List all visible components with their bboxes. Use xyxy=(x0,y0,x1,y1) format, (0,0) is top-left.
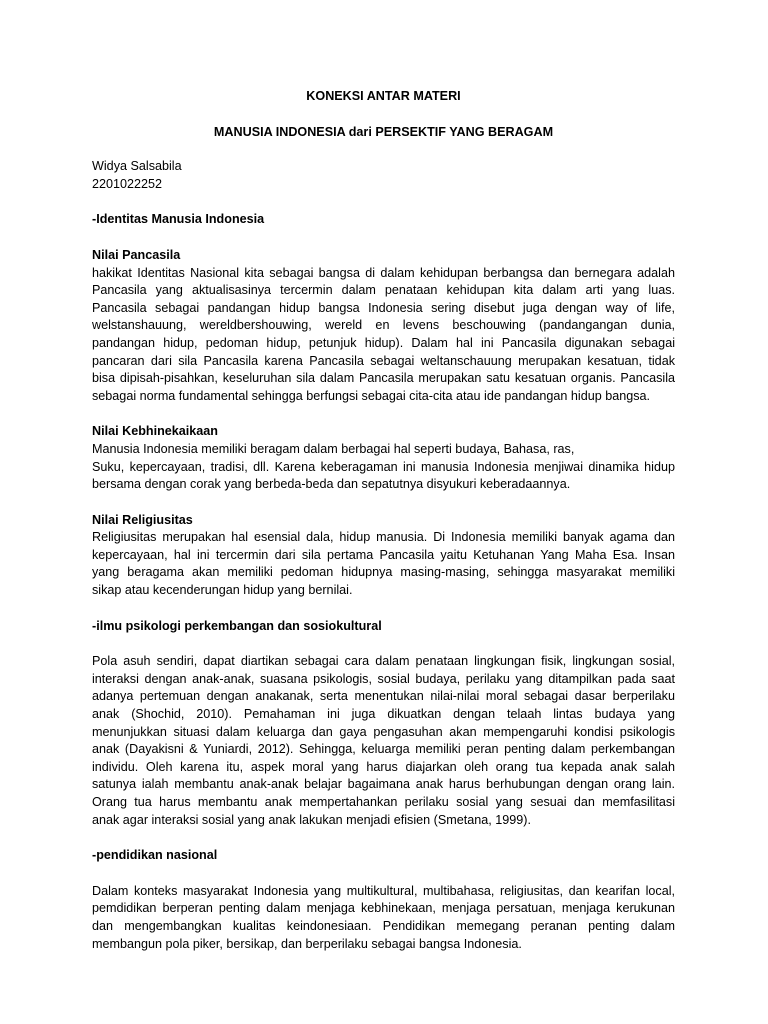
text-line: Pancasila yang aktualisasinya tercermin dalam penataan kehidupan kita dalam arti yang luas. xyxy=(92,283,675,298)
paragraph-psikologi xyxy=(92,653,675,829)
text-line: kepercayaan, hal ini tercermin dari sila pertama Pancasila yaitu Ketuhanan Yang Maha Esa. Insan xyxy=(92,547,675,562)
author-name: Widya Salsabila xyxy=(92,159,182,174)
subheading-kebhinekaan: Nilai Kebhinekaikaan xyxy=(92,424,218,439)
text-line: Religiusitas merupakan hal esensial dala, hidup manusia. Di Indonesia memiliki banyak agama dan xyxy=(92,530,675,545)
text-line: sikap atau kecenderungan hidup yang bernilai. xyxy=(92,583,353,598)
paragraph-religiusitas xyxy=(92,529,675,599)
paragraph-pancasila xyxy=(92,265,675,406)
text-line: menunjukkan situasi dalam keluarga dan gaya pengasuhan akan mempengaruhi kondisi psikologis xyxy=(92,724,675,739)
paragraph-kebhinekaan xyxy=(92,441,675,494)
text-line: interaksi dengan anak-anak, suasana psikologis, sosial budaya, perilaku yang ditampilkan pada saat xyxy=(92,671,675,686)
text-line: Manusia Indonesia memiliki beragam dalam berbagai hal seperti budaya, Bahasa, ras, xyxy=(92,441,575,456)
text-line: hakikat Identitas Nasional kita sebagai bangsa di dalam kehidupan berbangsa dan bernegara adalah xyxy=(92,265,675,280)
text-line: Suku, kepercayaan, tradisi, dll. Karena keberagaman ini manusia Indonesia menjiwai dinamika hidup xyxy=(92,459,675,474)
text-line: anak agar interaksi sosial yang anak lakukan menjadi efisien (Smetana, 1999). xyxy=(92,812,531,827)
text-line: anak (Dayakisni & Yuniardi, 2012). Sehingga, keluarga memiliki peran penting dalam perkembangan xyxy=(92,742,675,757)
text-line: bisa dipisah-pisahkan, keseluruhan sila dalam Pancasila merupakan satu kesatuan organis. Pancasila xyxy=(92,371,675,386)
text-line: individu. Oleh karena itu, aspek moral yang harus diajarkan oleh orang tua kepada anak salah xyxy=(92,759,675,774)
paragraph-pendidikan xyxy=(92,883,675,953)
text-line: welstanshauung, wereldbershouwing, wereld en levens beschouwing (pandangangan dunia, xyxy=(92,318,675,333)
text-line: sebagai norma fundamental sehingga berfungsi sebagai cita-cita atau ide pandangan hidup bangsa. xyxy=(92,388,651,403)
text-line: anak (Shochid, 2010). Pemahaman ini juga dikuatkan dengan telaah lintas budaya yang xyxy=(92,707,675,722)
document-title: KONEKSI ANTAR MATERI xyxy=(306,89,461,103)
section-heading-psikologi: -ilmu psikologi perkembangan dan sosiokultural xyxy=(92,618,382,633)
text-line: bersama dengan corak yang berbeda-beda dan sepatutnya disyukuri keberadaannya. xyxy=(92,477,571,492)
text-line: Pola asuh sendiri, dapat diartikan sebagai cara dalam penataan lingkungan fisik, lingkungan sosial, xyxy=(92,654,675,669)
document-subtitle: MANUSIA INDONESIA dari PERSEKTIF YANG BERAGAM xyxy=(213,124,554,139)
text-line: Orang tua harus membantu anak mempertahankan perilaku sosial yang sesuai dan memfasilitasi xyxy=(92,795,675,809)
text-line: pancaran dari sila Pancasila karena Pancasila sebagai weltanschauung merupakan kesatuan, tidak xyxy=(92,353,675,368)
author-id: 2201022252 xyxy=(92,176,163,191)
section-heading-pendidikan: -pendidikan nasional xyxy=(92,848,218,863)
text-line: adanya pertemuan dengan anakanak, serta menentukan nilai-nilai moral sebagai dasar berperilaku xyxy=(92,689,675,704)
text-line: dan mengembangkan kualitas keindonesiaan. Pendidikan memegang peranan penting dalam xyxy=(92,918,675,933)
text-line: pemdidikan berperan penting dalam menjaga kebhinekaan, menjaga persatuan, menjaga kerukunan xyxy=(92,901,675,916)
text-line: membangun pola piker, bersikap, dan berperilaku sebagai bangsa Indonesia. xyxy=(92,936,522,951)
text-line: yang beragama akan memiliki pedoman hidupnya masing-masing, sehingga masyarakat memiliki xyxy=(92,565,675,580)
section-heading-identitas: -Identitas Manusia Indonesia xyxy=(92,212,265,227)
document-page xyxy=(92,88,675,953)
text-line: Pancasila sebagai pandangan hidup bangsa Indonesia sering disebut juga dengan way of life, xyxy=(92,300,675,315)
subheading-pancasila: Nilai Pancasila xyxy=(92,247,181,262)
text-line: pandangan hidup, pedoman hidup, petunjuk hidup). Dalam hal ini Pancasila digunakan sebagai xyxy=(92,335,675,350)
text-line: satunya ialah membantu anak-anak belajar bagaimana anak harus berhubungan dengan orang lain. xyxy=(92,777,675,792)
subheading-religiusitas: Nilai Religiusitas xyxy=(92,512,193,527)
text-line: Dalam konteks masyarakat Indonesia yang multikultural, multibahasa, religiusitas, dan kearifan local, xyxy=(92,883,675,898)
